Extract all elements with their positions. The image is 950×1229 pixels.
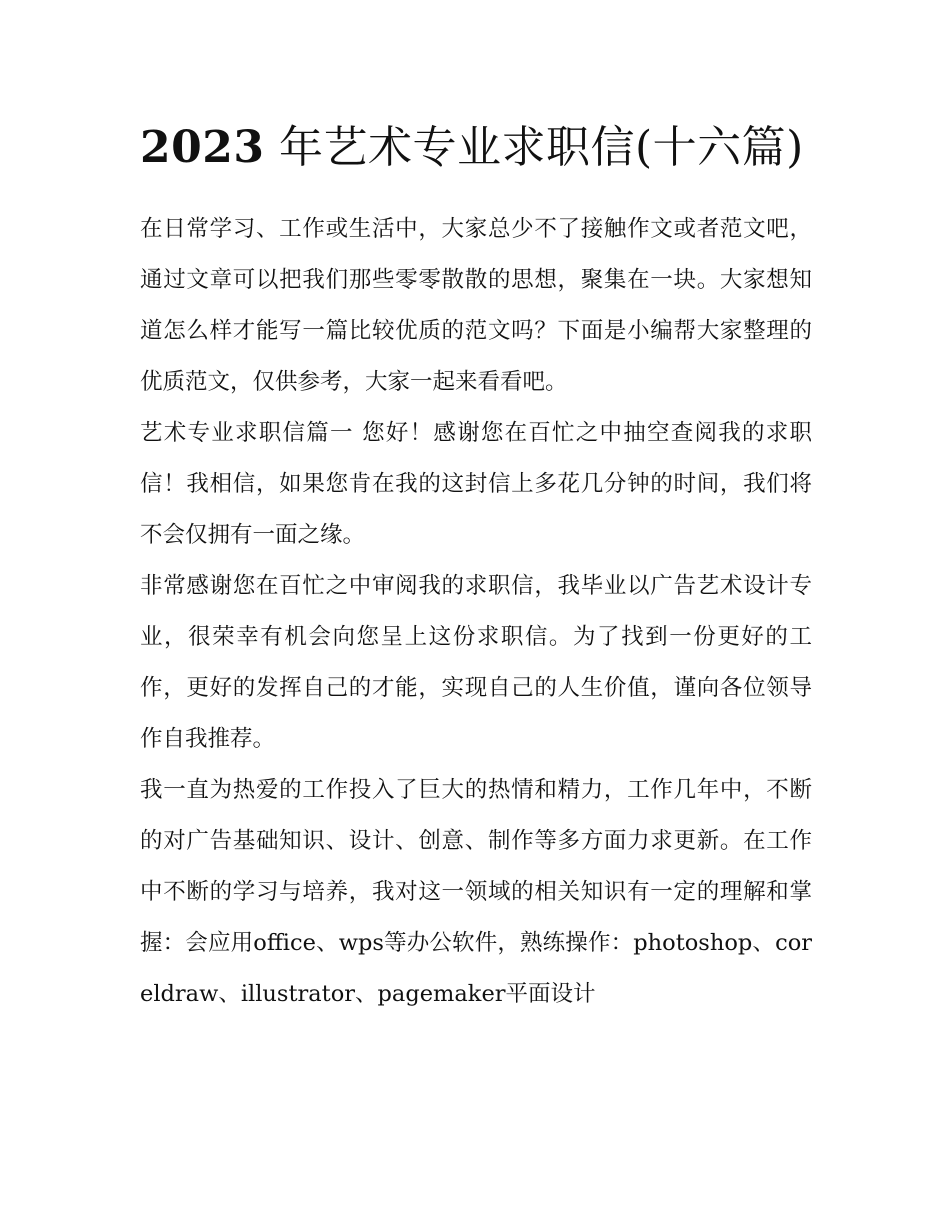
paragraph-greeting: 艺术专业求职信篇一 您好！感谢您在百忙之中抽空查阅我的求职信！我相信，如果您肯在我的这封信上多花几分钟的时间，我们将不会仅拥有一面之缘。 bbox=[140, 420, 812, 548]
document-page bbox=[140, 112, 812, 1020]
paragraph-introduction: 非常感谢您在百忙之中审阅我的求职信，我毕业以广告艺术设计专业，很荣幸有机会向您呈上这份求职信。为了找到一份更好的工作，更好的发挥自己的才能，实现自己的人生价值，谨向各位领导作自我推荐。 bbox=[140, 573, 812, 752]
title-text: 年艺术专业求职信(十六篇) bbox=[278, 122, 804, 173]
paragraph-intro: 在日常学习、工作或生活中，大家总少不了接触作文或者范文吧，通过文章可以把我们那些零零散散的思想，聚集在一块。大家想知道怎么样才能写一篇比较优质的范文吗？下面是小编帮大家整理的优质范文，仅供参考，大家一起来看看吧。 bbox=[140, 216, 812, 395]
title-year: 2023 bbox=[140, 122, 265, 173]
paragraph-experience: 我一直为热爱的工作投入了巨大的热情和精力，工作几年中，不断的对广告基础知识、设计、创意、制作等多方面力求更新。在工作中不断的学习与培养，我对这一领域的相关知识有一定的理解和掌握：会应用office、wps等办公软件，熟练操作：photoshop、coreldraw、illustrator、pagemaker平面设计 bbox=[140, 777, 812, 1007]
document-title bbox=[140, 112, 812, 184]
